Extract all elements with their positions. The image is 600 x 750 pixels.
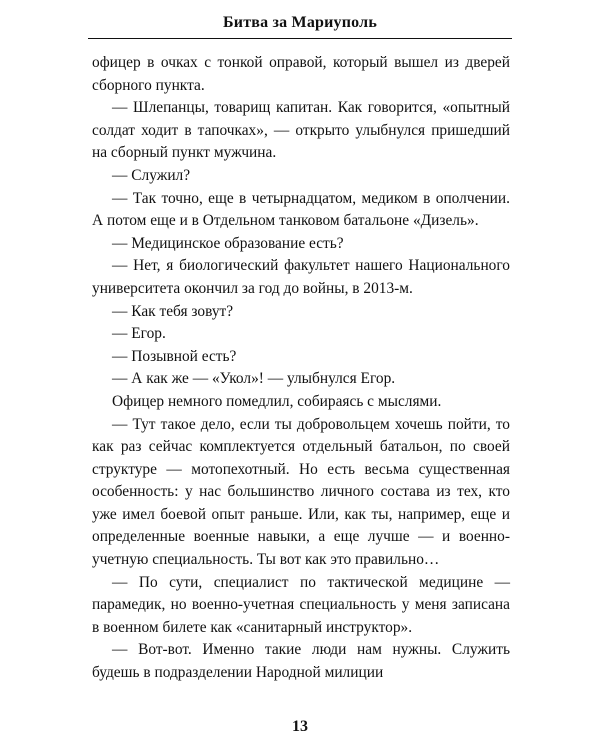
body-text	[92, 52, 510, 685]
paragraph: — Егор.	[112, 325, 166, 343]
paragraph: — По сути, специалист по тактической медицине — парамедик, но военно-учетная специальность у меня записана в военном билете как «санитарный инструктор».	[92, 573, 510, 636]
paragraph: Офицер немного помедлил, собираясь с мыслями.	[112, 392, 442, 410]
paragraph: — А как же — «Укол»! — улыбнулся Егор.	[112, 370, 396, 388]
page-number: 13	[292, 718, 308, 735]
paragraph: — Тут такое дело, если ты добровольцем хочешь пойти, то как раз сейчас комплектуется отдельный батальон, по своей структуре — мотопехотный. Но есть весьма существенная особенность: у нас большинство личного состава из тех, кто уже имел боевой опыт раньше. Или, как ты, например, еще и определенные военные навыки, а еще лучше — и военно-учетную специальность. Ты вот как это правильно…	[92, 415, 510, 569]
paragraph: офицер в очках с тонкой оправой, который вышел из дверей сборного пункта.	[92, 54, 510, 94]
paragraph: — Шлепанцы, товарищ капитан. Как говорится, «опытный солдат ходит в тапочках», — открыто улыбнулся пришедший на сборный пункт мужчина.	[92, 99, 510, 162]
paragraph: — Так точно, еще в четырнадцатом, медиком в ополчении. А потом еще и в Отдельном танковом батальоне «Дизель».	[92, 189, 510, 230]
paragraph: — Как тебя зовут?	[112, 302, 234, 320]
paragraph: — Вот-вот. Именно такие люди нам нужны. Служить будешь в подразделении Народной милиции	[92, 641, 510, 682]
header-rule	[88, 38, 512, 39]
running-head-title: Битва за Мариуполь	[223, 14, 377, 31]
paragraph: — Позывной есть?	[112, 347, 237, 365]
paragraph: — Служил?	[112, 166, 191, 184]
paragraph: — Нет, я биологический факультет нашего Национального университета окончил за год до войны, в 2013-м.	[92, 257, 510, 297]
paragraph: — Медицинское образование есть?	[112, 234, 344, 252]
